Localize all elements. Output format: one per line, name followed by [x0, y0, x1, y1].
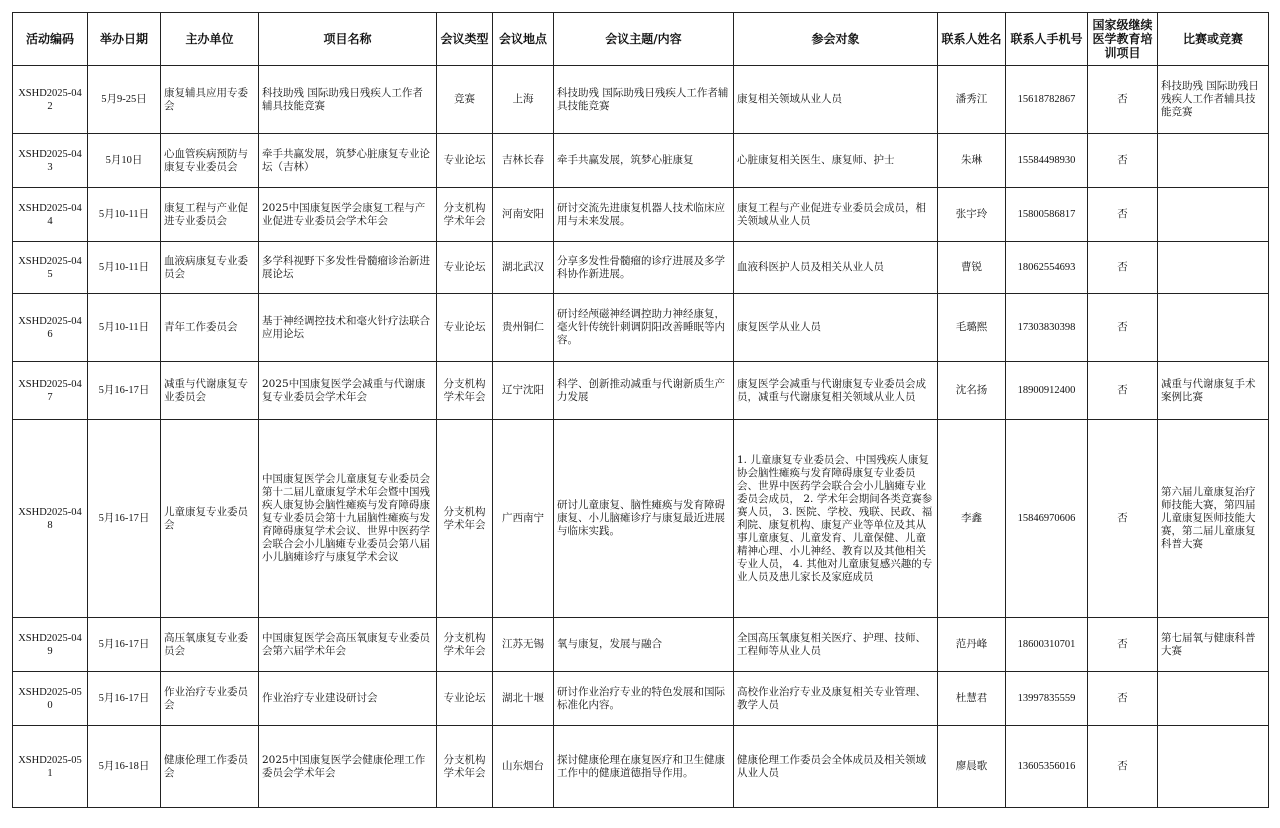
- cell-code: XSHD2025-048: [13, 420, 88, 618]
- cell-type: 分支机构学术年会: [437, 362, 493, 420]
- table-row: [13, 672, 1269, 726]
- cell-contact: 廖晨歌: [938, 726, 1006, 808]
- cell-location: 吉林长春: [493, 134, 554, 188]
- header-audience: 参会对象: [734, 13, 938, 66]
- cell-phone: 13997835559: [1006, 672, 1088, 726]
- cell-topic: 牵手共赢发展，筑梦心脏康复: [554, 134, 734, 188]
- cell-type: 专业论坛: [437, 134, 493, 188]
- cell-phone: 13605356016: [1006, 726, 1088, 808]
- cell-competition: 科技助残 国际助残日残疾人工作者辅具技能竞赛: [1158, 66, 1269, 134]
- cell-date: 5月16-17日: [88, 420, 161, 618]
- table-row: [13, 66, 1269, 134]
- cell-location: 江苏无锡: [493, 618, 554, 672]
- cell-cme: 否: [1088, 294, 1158, 362]
- cell-cme: 否: [1088, 362, 1158, 420]
- cell-competition: [1158, 726, 1269, 808]
- cell-date: 5月16-17日: [88, 672, 161, 726]
- cell-location: 山东烟台: [493, 726, 554, 808]
- header-date: 举办日期: [88, 13, 161, 66]
- cell-code: XSHD2025-042: [13, 66, 88, 134]
- cell-code: XSHD2025-051: [13, 726, 88, 808]
- cell-competition: 第六届儿童康复治疗师技能大赛，第四届儿童康复医师技能大赛，第二届儿童康复科普大赛: [1158, 420, 1269, 618]
- header-type: 会议类型: [437, 13, 493, 66]
- cell-competition: [1158, 672, 1269, 726]
- cell-cme: 否: [1088, 66, 1158, 134]
- cell-location: 上海: [493, 66, 554, 134]
- cell-topic: 研讨经颅磁神经调控助力神经康复，毫火针传统针刺调阴阳改善睡眠等内容。: [554, 294, 734, 362]
- cell-cme: 否: [1088, 188, 1158, 242]
- cell-project: 2025中国康复医学会健康伦理工作委员会学术年会: [259, 726, 437, 808]
- cell-competition: [1158, 134, 1269, 188]
- cell-competition: 第七届氧与健康科普大赛: [1158, 618, 1269, 672]
- cell-contact: 杜慧君: [938, 672, 1006, 726]
- activity-table: [12, 12, 1269, 808]
- cell-project: 2025中国康复医学会康复工程与产业促进专业委员会学术年会: [259, 188, 437, 242]
- cell-contact: 沈名扬: [938, 362, 1006, 420]
- cell-location: 贵州铜仁: [493, 294, 554, 362]
- cell-cme: 否: [1088, 672, 1158, 726]
- header-phone: 联系人手机号: [1006, 13, 1088, 66]
- cell-contact: 朱琳: [938, 134, 1006, 188]
- cell-cme: 否: [1088, 618, 1158, 672]
- cell-project: 牵手共赢发展，筑梦心脏康复专业论坛（吉林）: [259, 134, 437, 188]
- cell-audience: 血液科医护人员及相关从业人员: [734, 242, 938, 294]
- header-competition: 比赛或竞赛: [1158, 13, 1269, 66]
- header-contact: 联系人姓名: [938, 13, 1006, 66]
- cell-code: XSHD2025-044: [13, 188, 88, 242]
- header-organizer: 主办单位: [161, 13, 259, 66]
- header-code: 活动编码: [13, 13, 88, 66]
- cell-location: 湖北十堰: [493, 672, 554, 726]
- cell-organizer: 心血管疾病预防与康复专业委员会: [161, 134, 259, 188]
- header-cme: 国家级继续医学教育培训项目: [1088, 13, 1158, 66]
- cell-project: 多学科视野下多发性骨髓瘤诊治新进展论坛: [259, 242, 437, 294]
- table-row: [13, 294, 1269, 362]
- cell-type: 竞赛: [437, 66, 493, 134]
- cell-phone: 18600310701: [1006, 618, 1088, 672]
- cell-date: 5月10-11日: [88, 188, 161, 242]
- table-row: [13, 134, 1269, 188]
- cell-organizer: 作业治疗专业委员会: [161, 672, 259, 726]
- cell-type: 分支机构学术年会: [437, 420, 493, 618]
- cell-organizer: 减重与代谢康复专业委员会: [161, 362, 259, 420]
- cell-date: 5月16-17日: [88, 362, 161, 420]
- cell-audience: 康复工程与产业促进专业委员会成员，相关领域从业人员: [734, 188, 938, 242]
- header-row: [13, 13, 1269, 66]
- cell-location: 湖北武汉: [493, 242, 554, 294]
- cell-type: 分支机构学术年会: [437, 188, 493, 242]
- cell-location: 河南安阳: [493, 188, 554, 242]
- cell-competition: [1158, 188, 1269, 242]
- table-row: [13, 362, 1269, 420]
- cell-date: 5月16-18日: [88, 726, 161, 808]
- cell-organizer: 血液病康复专业委员会: [161, 242, 259, 294]
- cell-cme: 否: [1088, 242, 1158, 294]
- cell-type: 专业论坛: [437, 672, 493, 726]
- cell-audience: 心脏康复相关医生、康复师、护士: [734, 134, 938, 188]
- header-topic: 会议主题/内容: [554, 13, 734, 66]
- cell-cme: 否: [1088, 134, 1158, 188]
- cell-contact: 范丹峰: [938, 618, 1006, 672]
- cell-location: 广西南宁: [493, 420, 554, 618]
- cell-phone: 18900912400: [1006, 362, 1088, 420]
- cell-project: 中国康复医学会高压氧康复专业委员会第六届学术年会: [259, 618, 437, 672]
- cell-topic: 科技助残 国际助残日残疾人工作者辅具技能竞赛: [554, 66, 734, 134]
- cell-type: 分支机构学术年会: [437, 726, 493, 808]
- cell-organizer: 高压氧康复专业委员会: [161, 618, 259, 672]
- cell-date: 5月16-17日: [88, 618, 161, 672]
- cell-organizer: 康复辅具应用专委会: [161, 66, 259, 134]
- cell-contact: 李鑫: [938, 420, 1006, 618]
- cell-type: 专业论坛: [437, 294, 493, 362]
- cell-organizer: 健康伦理工作委员会: [161, 726, 259, 808]
- table-row: [13, 188, 1269, 242]
- cell-code: XSHD2025-046: [13, 294, 88, 362]
- cell-audience: 康复相关领域从业人员: [734, 66, 938, 134]
- cell-type: 分支机构学术年会: [437, 618, 493, 672]
- cell-project: 科技助残 国际助残日残疾人工作者辅具技能竞赛: [259, 66, 437, 134]
- cell-audience: 康复医学从业人员: [734, 294, 938, 362]
- cell-contact: 曹锐: [938, 242, 1006, 294]
- cell-phone: 15846970606: [1006, 420, 1088, 618]
- cell-project: 2025中国康复医学会减重与代谢康复专业委员会学术年会: [259, 362, 437, 420]
- cell-topic: 分享多发性骨髓瘤的诊疗进展及多学科协作新进展。: [554, 242, 734, 294]
- cell-audience: 高校作业治疗专业及康复相关专业管理、教学人员: [734, 672, 938, 726]
- cell-audience: 1. 儿童康复专业委员会、中国残疾人康复协会脑性瘫痪与发育障碍康复专业委员会、世界中医药学会联合会小儿脑瘫专业委员会成员， 2. 学术年会期间各类竞赛参赛人员， 3. 医院、学校、残联、民政、福利院、康复机构、康复产业等单位及其从事儿童康复、儿童发育、儿童保健、儿童精神心理、小儿神经、教育以及其他相关专业人员， 4. 其他对儿童康复感兴趣的专业人员及患儿家长及家庭成员: [734, 420, 938, 618]
- cell-location: 辽宁沈阳: [493, 362, 554, 420]
- cell-phone: 15800586817: [1006, 188, 1088, 242]
- cell-competition: [1158, 242, 1269, 294]
- cell-competition: [1158, 294, 1269, 362]
- cell-topic: 探讨健康伦理在康复医疗和卫生健康工作中的健康道德指导作用。: [554, 726, 734, 808]
- cell-competition: 减重与代谢康复手术案例比赛: [1158, 362, 1269, 420]
- cell-audience: 康复医学会减重与代谢康复专业委员会成员，减重与代谢康复相关领域从业人员: [734, 362, 938, 420]
- cell-code: XSHD2025-050: [13, 672, 88, 726]
- table-row: [13, 242, 1269, 294]
- cell-project: 基于神经调控技术和毫火针疗法联合应用论坛: [259, 294, 437, 362]
- cell-project: 中国康复医学会儿童康复专业委员会第十二届儿童康复学术年会暨中国残疾人康复协会脑性瘫痪与发育障碍康复专业委员会第十九届脑性瘫痪与发育障碍康复学术会议、世界中医药学会联合会小儿脑瘫专业委员会第八届小儿脑瘫诊疗与康复学术会议: [259, 420, 437, 618]
- cell-date: 5月9-25日: [88, 66, 161, 134]
- cell-audience: 健康伦理工作委员会全体成员及相关领域从业人员: [734, 726, 938, 808]
- cell-topic: 科学、创新推动减重与代谢新质生产力发展: [554, 362, 734, 420]
- cell-organizer: 康复工程与产业促进专业委员会: [161, 188, 259, 242]
- cell-phone: 15584498930: [1006, 134, 1088, 188]
- header-project: 项目名称: [259, 13, 437, 66]
- cell-organizer: 儿童康复专业委员会: [161, 420, 259, 618]
- cell-cme: 否: [1088, 726, 1158, 808]
- table-row: [13, 726, 1269, 808]
- table-row: [13, 618, 1269, 672]
- cell-date: 5月10-11日: [88, 294, 161, 362]
- cell-audience: 全国高压氧康复相关医疗、护理、技师、工程师等从业人员: [734, 618, 938, 672]
- cell-contact: 张宇玲: [938, 188, 1006, 242]
- cell-contact: 毛璐熙: [938, 294, 1006, 362]
- cell-date: 5月10-11日: [88, 242, 161, 294]
- cell-code: XSHD2025-047: [13, 362, 88, 420]
- cell-code: XSHD2025-045: [13, 242, 88, 294]
- cell-phone: 15618782867: [1006, 66, 1088, 134]
- cell-topic: 研讨儿童康复、脑性瘫痪与发育障碍康复、小儿脑瘫诊疗与康复最近进展与临床实践。: [554, 420, 734, 618]
- cell-code: XSHD2025-043: [13, 134, 88, 188]
- cell-type: 专业论坛: [437, 242, 493, 294]
- cell-project: 作业治疗专业建设研讨会: [259, 672, 437, 726]
- cell-topic: 研讨交流先进康复机器人技术临床应用与未来发展。: [554, 188, 734, 242]
- table-row: [13, 420, 1269, 618]
- cell-topic: 氧与康复，发展与融合: [554, 618, 734, 672]
- cell-date: 5月10日: [88, 134, 161, 188]
- cell-organizer: 青年工作委员会: [161, 294, 259, 362]
- cell-contact: 潘秀江: [938, 66, 1006, 134]
- cell-phone: 17303830398: [1006, 294, 1088, 362]
- cell-code: XSHD2025-049: [13, 618, 88, 672]
- cell-phone: 18062554693: [1006, 242, 1088, 294]
- header-location: 会议地点: [493, 13, 554, 66]
- cell-cme: 否: [1088, 420, 1158, 618]
- cell-topic: 研讨作业治疗专业的特色发展和国际标准化内容。: [554, 672, 734, 726]
